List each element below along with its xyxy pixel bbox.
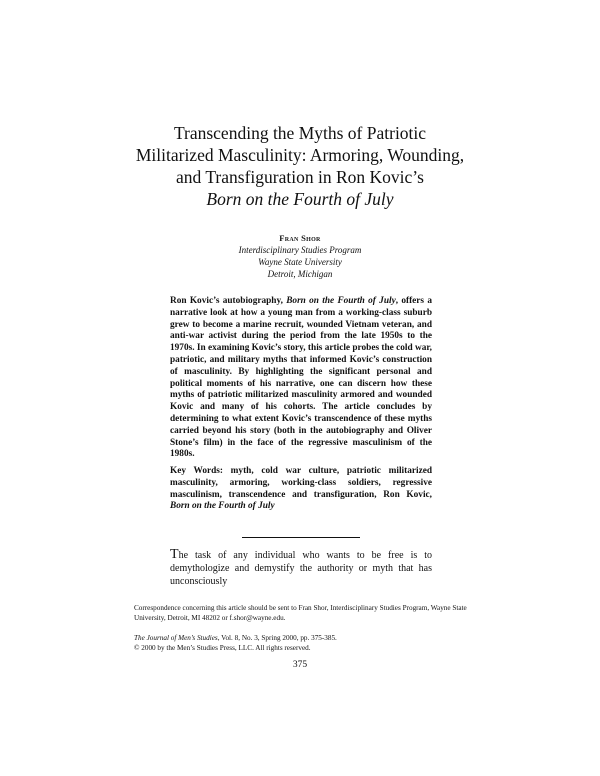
- keywords-book-title: Born on the Fourth of July: [170, 501, 275, 512]
- abstract-part-2: , offers a narrative look at how a young man from a working-class suburb grew to become a marine recruit, wounded Vietnam veteran, and anti-war activist during the period from the late 1950s to the 1970s. In examining Kovic’s story, this article probes the cold war, patriotic, and military myths that informed Kovic’s construction of masculinity. By highlighting the significant personal and political moments of his narrative, one can discern how these myths of patriotic militarized masculinity armored and wounded Kovic and many of his cohorts. The article concludes by determining to what extent Kovic’s transcendence of these myths carried beyond his story (both in the autobiography and Oliver Stone’s film) in the face of the regressive masculinism of the 1980s.: [170, 296, 432, 460]
- author-name: Fran Shor: [279, 233, 321, 243]
- article-title: [100, 122, 500, 210]
- title-line-3: and Transfiguration in Ron Kovic’s: [176, 167, 424, 187]
- body-text: he task of any individual who wants to be free is to demythologize and demystify the authority or myth that has unconsciously: [170, 550, 432, 587]
- abstract-book-title: Born on the Fourth of July: [286, 296, 396, 306]
- citation-details: , Vol. 8, No. 3, Spring 2000, pp. 375-385.: [217, 634, 337, 642]
- body-paragraph: [170, 548, 432, 588]
- title-line-4: Born on the Fourth of July: [206, 189, 394, 209]
- abstract-part-1: Ron Kovic’s autobiography,: [170, 296, 287, 306]
- section-divider: [242, 537, 360, 538]
- drop-letter: T: [170, 547, 179, 562]
- journal-name: The Journal of Men’s Studies: [134, 634, 218, 642]
- keywords-text: Key Words: myth, cold war culture, patriotic militarized masculinity, armoring, working-class soldiers, regressive masculinism, transcendence and transfiguration, Ron Kovic,: [170, 466, 432, 500]
- author-affiliation-1: Interdisciplinary Studies Program: [238, 245, 362, 255]
- keywords: [170, 466, 432, 513]
- correspondence-footnote: Correspondence concerning this article should be sent to Fran Shor, Interdisciplinary Studies Program, Wayne State University, Detroit, MI 48202 or f.shor@wayne.edu.: [134, 604, 467, 622]
- title-line-1: Transcending the Myths of Patriotic: [173, 123, 427, 143]
- journal-citation: [134, 633, 479, 653]
- author-affiliation-2: Wayne State University: [258, 257, 342, 267]
- copyright-line: © 2000 by the Men’s Studies Press, LLC. All rights reserved.: [134, 644, 311, 652]
- title-line-2: Militarized Masculinity: Armoring, Wounding,: [135, 145, 465, 165]
- citation-line: [134, 633, 479, 643]
- author-affiliation-3: Detroit, Michigan: [267, 269, 333, 279]
- author-block: [150, 232, 450, 280]
- page-number: 375: [292, 660, 308, 670]
- abstract: [170, 296, 432, 461]
